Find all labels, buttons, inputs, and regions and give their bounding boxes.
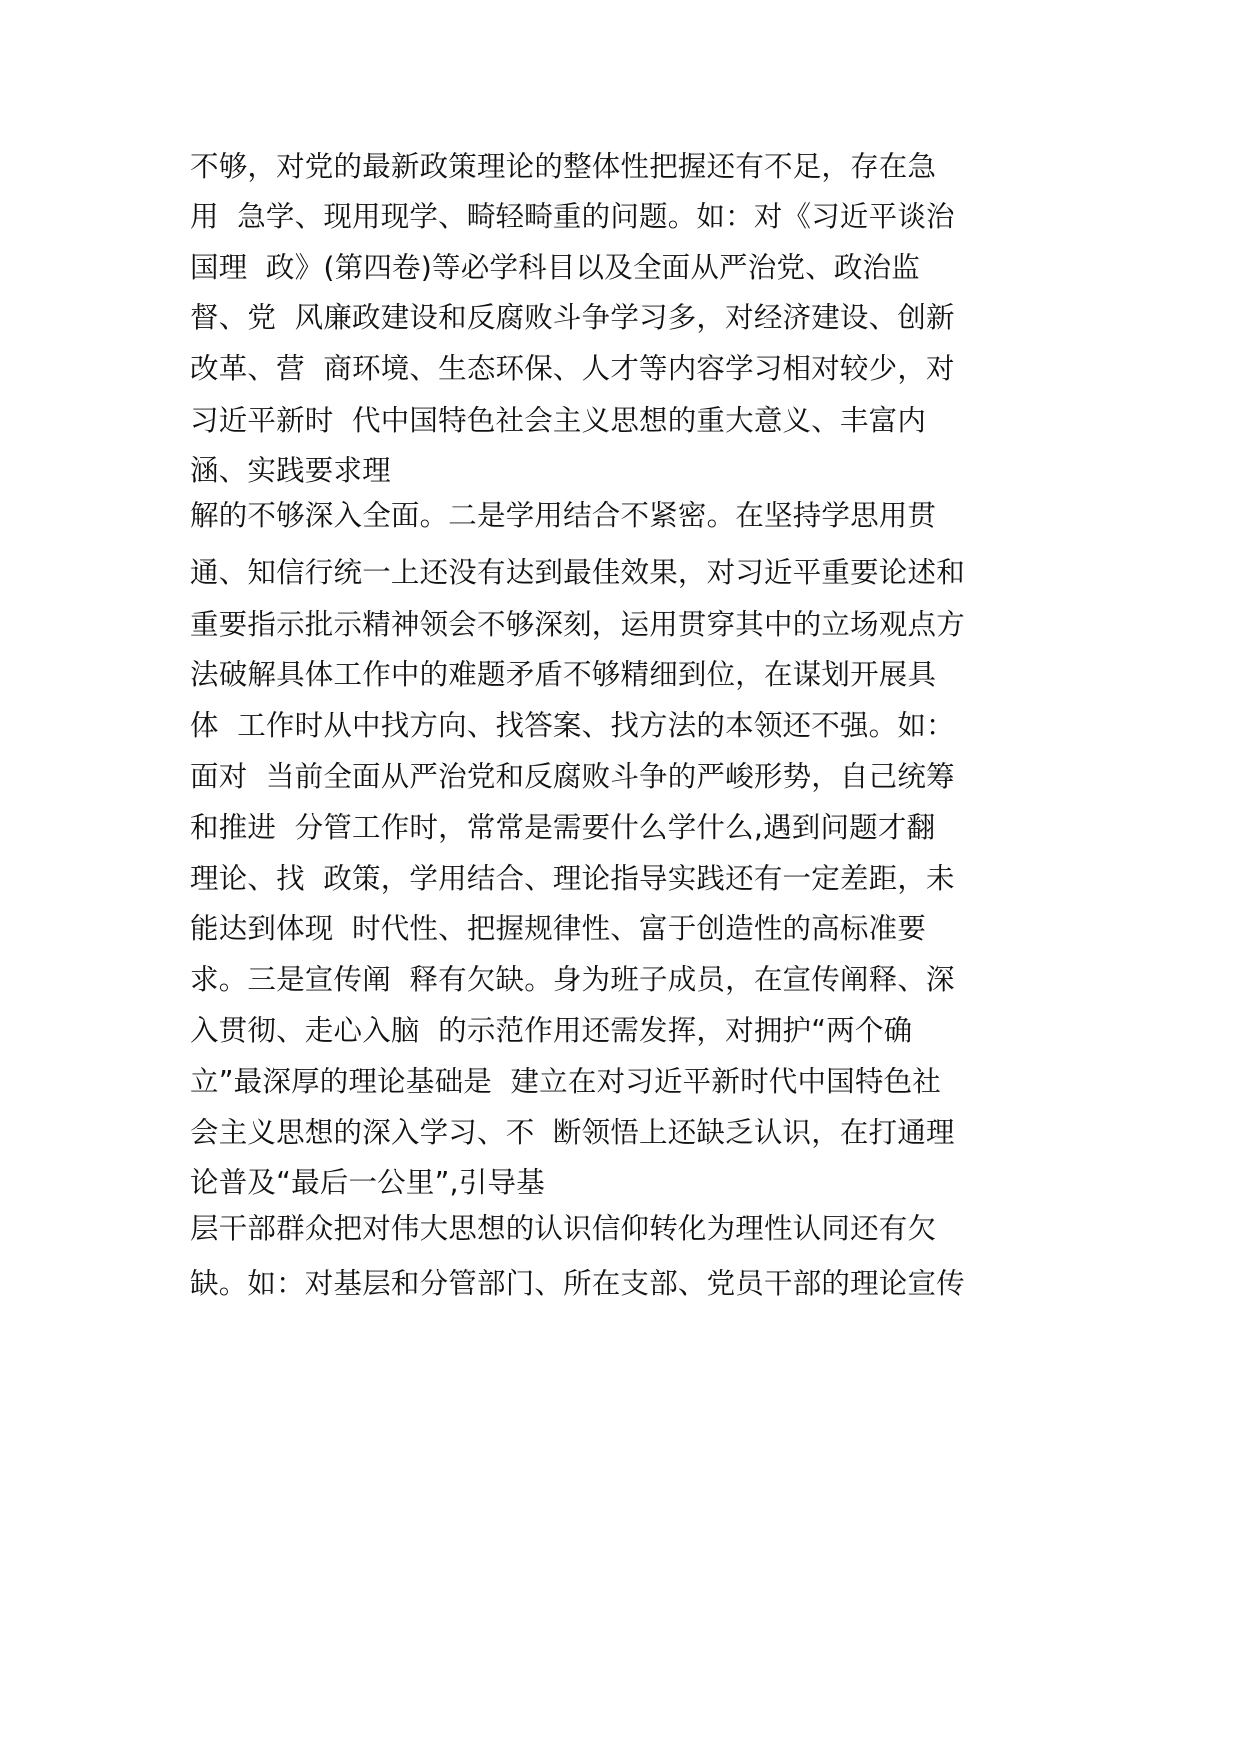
text-line: 体 工作时从中找方向、找答案、找方法的本领还不强。如： <box>190 709 955 742</box>
text-line: 缺。如：对基层和分管部门、所在支部、党员干部的理论宣传 <box>190 1267 965 1300</box>
text-line: 通、知信行统一上还没有达到最佳效果，对习近平重要论述和 <box>190 556 965 589</box>
text-line: 解的不够深入全面。二是学用结合不紧密。在坚持学思用贯 <box>190 499 937 532</box>
text-line: 改革、营 商环境、生态环保、人才等内容学习相对较少，对 <box>190 352 955 385</box>
text-line: 层干部群众把对伟大思想的认识信仰转化为理性认同还有欠 <box>190 1212 937 1245</box>
text-line: 用 急学、现用现学、畸轻畸重的问题。如：对《习近平谈治 <box>190 200 955 233</box>
text-line: 入贯彻、走心入脑 的示范作用还需发挥，对拥护“两个确 <box>190 1014 913 1047</box>
text-line: 理论、找 政策，学用结合、理论指导实践还有一定差距，未 <box>190 862 955 895</box>
text-line: 法破解具体工作中的难题矛盾不够精细到位，在谋划开展具 <box>190 658 937 691</box>
text-line: 求。三是宣传阐 释有欠缺。身为班子成员，在宣传阐释、深 <box>190 963 955 996</box>
text-line: 国理 政》(第四卷)等必学科目以及全面从严治党、政治监 <box>190 251 920 284</box>
text-line: 论普及“最后一公里”,引导基 <box>190 1166 545 1199</box>
text-line: 面对 当前全面从严治党和反腐败斗争的严峻形势，自己统筹 <box>190 760 955 793</box>
text-line: 重要指示批示精神领会不够深刻，运用贯穿其中的立场观点方 <box>190 608 965 641</box>
text-line: 习近平新时 代中国特色社会主义思想的重大意义、丰富内 <box>190 404 927 437</box>
text-line: 能达到体现 时代性、把握规律性、富于创造性的高标准要 <box>190 912 927 945</box>
text-line: 督、党 风廉政建设和反腐败斗争学习多，对经济建设、创新 <box>190 301 955 334</box>
text-line: 立”最深厚的理论基础是 建立在对习近平新时代中国特色社 <box>190 1065 941 1098</box>
text-line: 涵、实践要求理 <box>190 454 391 487</box>
text-line: 和推进 分管工作时，常常是需要什么学什么,遇到问题才翻 <box>190 811 936 844</box>
text-line: 不够，对党的最新政策理论的整体性把握还有不足，存在急 <box>190 150 937 183</box>
text-line: 会主义思想的深入学习、不 断领悟上还缺乏认识，在打通理 <box>190 1116 955 1149</box>
